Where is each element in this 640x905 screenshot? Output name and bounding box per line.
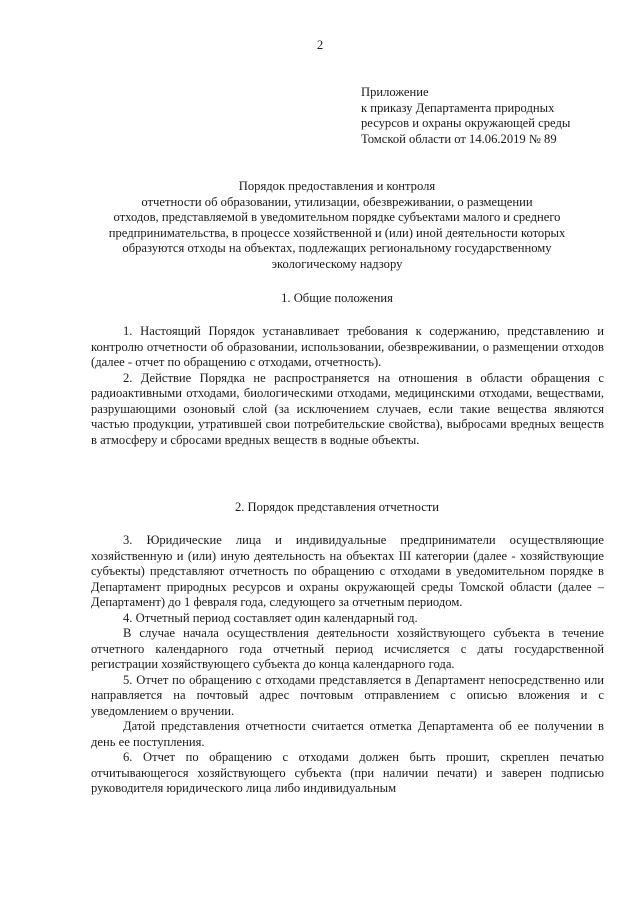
appendix-line: ресурсов и охраны окружающей среды <box>361 116 571 130</box>
document-title <box>70 179 604 272</box>
paragraph: 5. Отчет по обращению с отходами представляется в Департамент непосредственно или направляется на почтовый адрес почтовым отправлением с описью вложения и с уведомлением о вручении. <box>91 672 604 718</box>
paragraph: 4. Отчетный период составляет один календарный год. <box>123 610 418 625</box>
section-body-general <box>91 324 604 448</box>
title-line: образуются отходы на объектах, подлежащих региональному государственному <box>122 241 552 255</box>
title-line: предпринимательства, в процессе хозяйственной и (или) иной деятельности которых <box>108 225 566 240</box>
paragraph: 1. Настоящий Порядок устанавливает требования к содержанию, представлению и контролю отчетности об образовании, использовании, обезвреживании, о размещении отходов (далее - отчет по обращению с отходами, отчетность). <box>91 324 604 369</box>
appendix-note <box>361 85 626 147</box>
page-number: 2 <box>316 38 324 52</box>
title-line: отчетности об образовании, утилизации, обезвреживании, о размещении <box>141 194 533 209</box>
paragraph: 2. Действие Порядка не распространяется на отношения в области обращения с радиоактивными отходами, биологическими отходами, медицинскими отходами, веществами, разрушающими озоновый слой (за исключением случаев, если такие вещества являются частью продукции, утратившей свои потребительские свойства), выбросами вредных веществ в атмосферу и сбросами вредных веществ в водные объекты. <box>91 370 604 447</box>
section-body-reporting <box>91 533 604 797</box>
paragraph: В случае начала осуществления деятельности хозяйствующего субъекта в течение отчетного календарного года отчетный период исчисляется с даты государственной регистрации хозяйствующего субъекта до конца календарного года. <box>91 626 604 671</box>
section-heading-general: 1. Общие положения <box>281 291 393 305</box>
appendix-line: Приложение <box>361 85 429 99</box>
appendix-line: Томской области от 14.06.2019 № 89 <box>361 131 557 146</box>
section-heading-reporting: 2. Порядок представления отчетности <box>234 500 440 514</box>
appendix-line: к приказу Департамента природных <box>361 100 555 115</box>
paragraph: 3. Юридические лица и индивидуальные предприниматели осуществляющие хозяйственную и (или) иную деятельность на объектах III категории (далее - хозяйствующие субъекты) представляют отчетность по обращению с отходами в уведомительном порядке в Департамент природных ресурсов и охраны окружающей среды Томской области (далее – Департамент) до 1 февраля года, следующего за отчетным периодом. <box>91 533 604 609</box>
title-line: Порядок предоставления и контроля <box>238 179 436 193</box>
title-line: отходов, представляемой в уведомительном порядке субъектами малого и среднего <box>113 210 561 224</box>
title-line: экологическому надзору <box>271 256 403 271</box>
paragraph: 6. Отчет по обращению с отходами должен быть прошит, скреплен печатью отчитывающегося хозяйствующего субъекта (при наличии печати) и заверен подписью руководителя юридического лица либо индивидуальным <box>91 750 604 795</box>
paragraph: Датой представления отчетности считается отметка Департамента об ее получении в день ее поступления. <box>91 719 604 749</box>
